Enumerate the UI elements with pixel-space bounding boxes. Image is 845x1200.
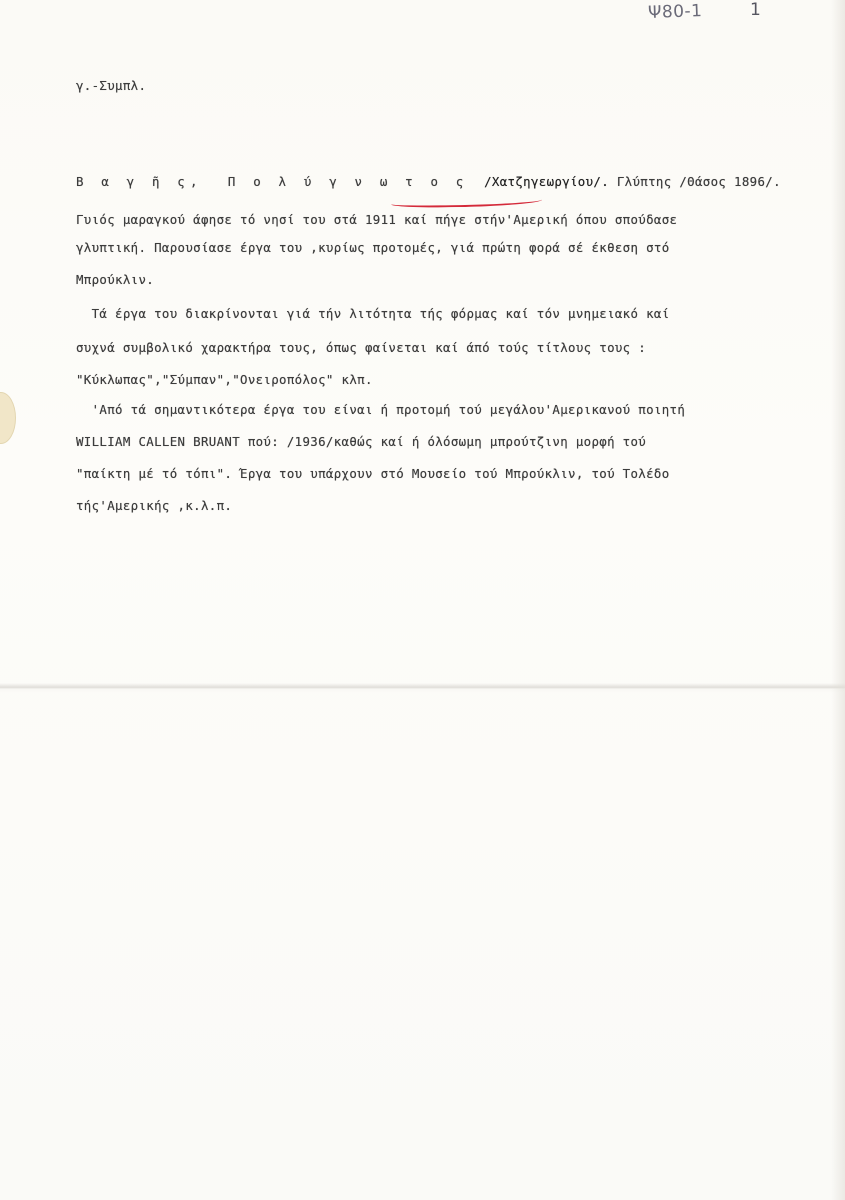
- text-line: Τά έργα του διακρίνονται γιά τήν λιτότητα τής φόρμας καί τόν μνημειακό καί: [76, 306, 670, 321]
- paper-fold: [0, 683, 845, 693]
- name-line-rest: Γλύπτης /Θάσος 1896/.: [609, 174, 781, 189]
- text-line: WILLIAM CALLEN BRUANT πού: /1936/καθώς καί ή όλόσωμη μπρούτζινη μορφή τού: [76, 434, 647, 449]
- name-line: [76, 174, 781, 189]
- red-underline: [391, 196, 542, 209]
- person-name: Β α γ ῆ ς, Π ο λ ύ γ ν ω τ ο ς: [76, 174, 469, 189]
- text-line: 'Από τά σημαντικότερα έργα του είναι ή προτομή τού μεγάλου'Αμερικανού ποιητή: [76, 402, 686, 417]
- text-line: Γυιός μαραγκού άφησε τό νησί του στά 1911 καί πήγε στήν'Αμερική όπου σπούδασε: [76, 212, 678, 227]
- document-header: γ.-Συμπλ.: [76, 78, 147, 93]
- text-line: συχνά συμβολικό χαρακτήρα τους, όπως φαίνεται καί άπό τούς τίτλους τους :: [76, 340, 647, 355]
- text-line: Μπρούκλιν.: [76, 272, 155, 287]
- text-line: τής'Αμερικής ,κ.λ.π.: [76, 498, 233, 513]
- archive-mark: Ψ80-1: [647, 1, 703, 23]
- text-line: γλυπτική. Παρουσίασε έργα του ,κυρίως προτομές, γιά πρώτη φορά σέ έκθεση στό: [76, 240, 670, 255]
- punch-hole: [0, 392, 16, 444]
- page-number: 1: [750, 0, 761, 20]
- text-line: "Κύκλωπας","Σύμπαν","Ονειροπόλος" κλπ.: [76, 372, 373, 387]
- text-line: "παίκτη μέ τό τόπι". Έργα του υπάρχουν στό Μουσείο τού Μπρούκλιν, τού Τολέδο: [76, 466, 670, 481]
- maiden-name: /Χατζηγεωργίου/.: [484, 174, 610, 189]
- paper-edge-shadow: [831, 0, 845, 1200]
